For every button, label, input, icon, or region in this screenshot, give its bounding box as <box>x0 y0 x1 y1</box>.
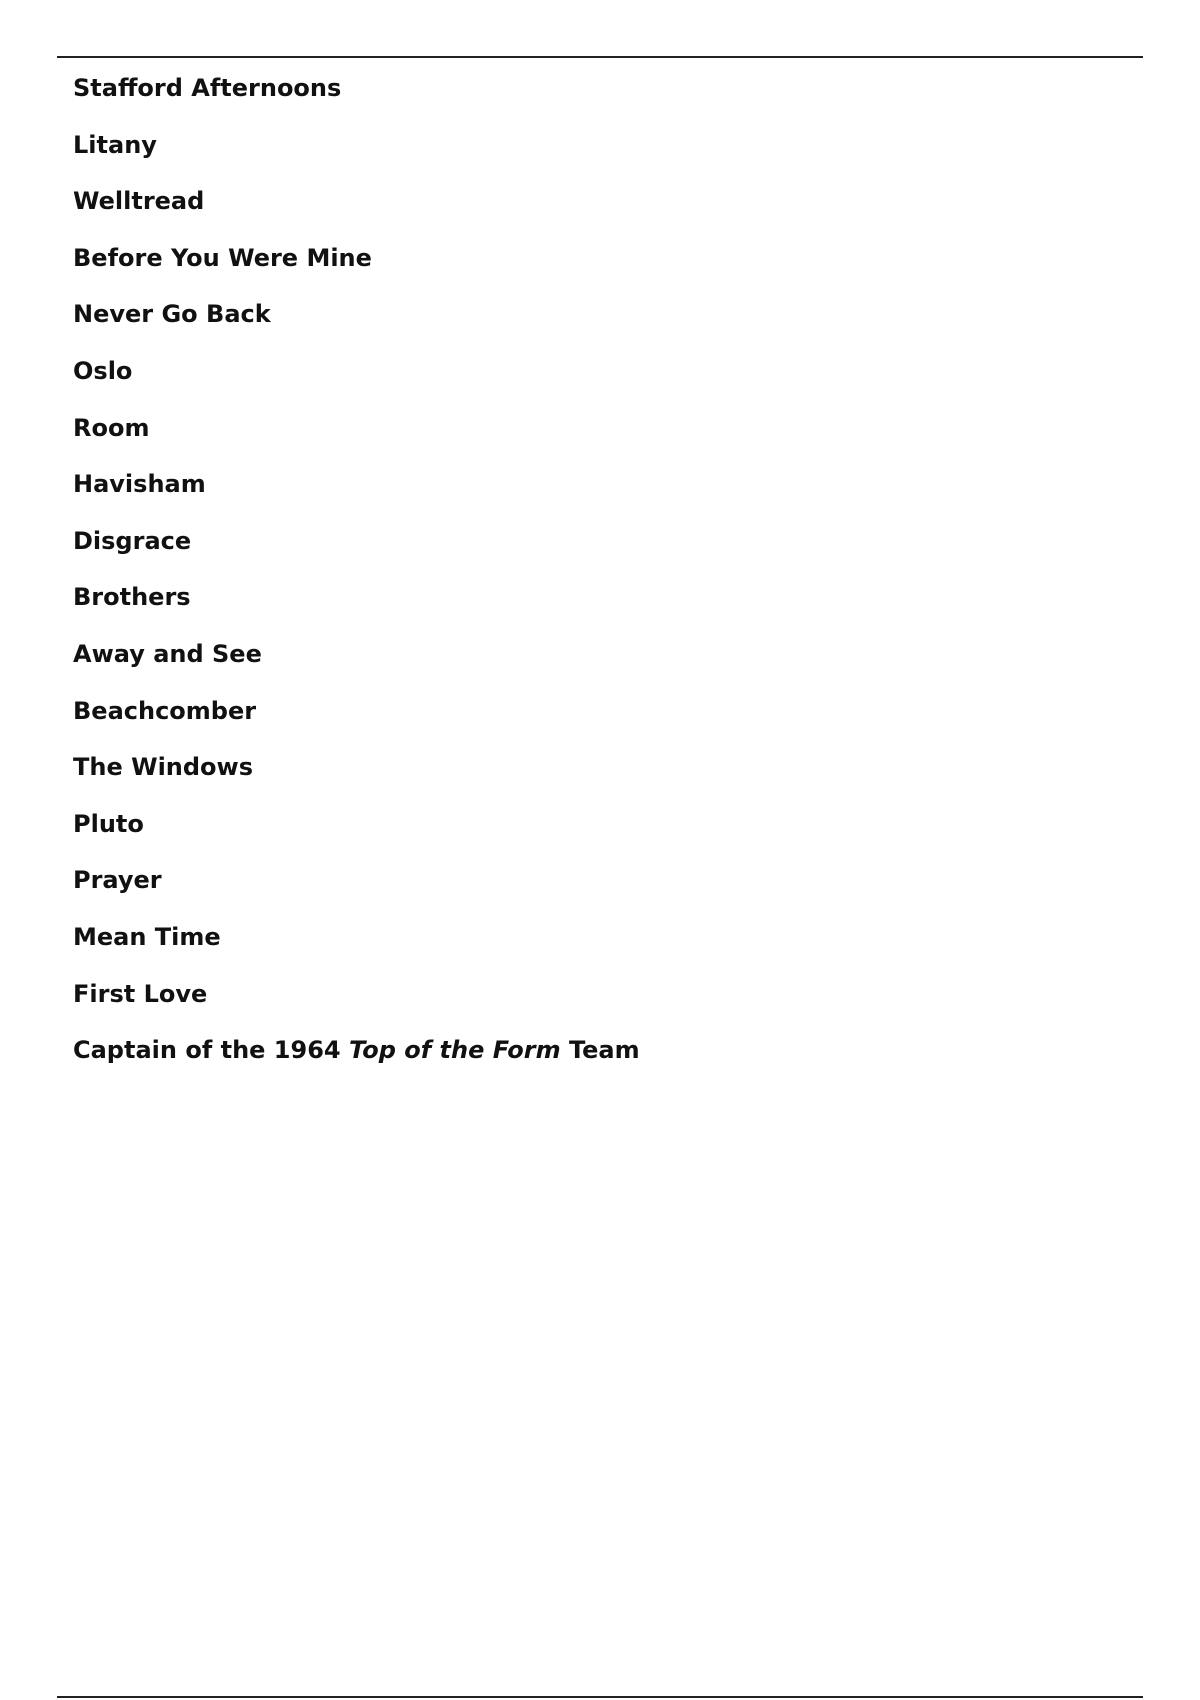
poem-title-prefix: Captain of the 1964 <box>73 1036 349 1065</box>
poem-title: Welltread <box>73 187 205 216</box>
poem-title-suffix: Team <box>560 1036 640 1065</box>
poem-title-captain <box>73 1034 640 1066</box>
poem-title: Mean Time <box>73 922 221 951</box>
poem-title: Stafford Afternoons <box>73 74 342 102</box>
poem-title: Before You Were Mine <box>73 243 372 272</box>
poem-title: Litany <box>73 130 157 159</box>
poem-title-italic: Top of the Form <box>348 1036 561 1065</box>
top-rule <box>57 56 1143 58</box>
poem-title: The Windows <box>73 753 253 782</box>
poem-title: Never Go Back <box>73 300 271 329</box>
poem-title: Room <box>73 413 150 442</box>
poem-title: Oslo <box>73 356 133 385</box>
poem-list <box>73 72 640 1091</box>
poem-title: Havisham <box>73 470 206 499</box>
poem-title: First Love <box>73 979 208 1008</box>
poem-title: Beachcomber <box>73 696 257 725</box>
poem-title: Brothers <box>73 583 191 612</box>
poem-title: Prayer <box>73 866 162 895</box>
bottom-rule <box>57 1696 1143 1698</box>
poem-title: Disgrace <box>73 526 192 555</box>
poem-title: Away and See <box>73 639 262 668</box>
poem-title: Pluto <box>73 809 144 838</box>
